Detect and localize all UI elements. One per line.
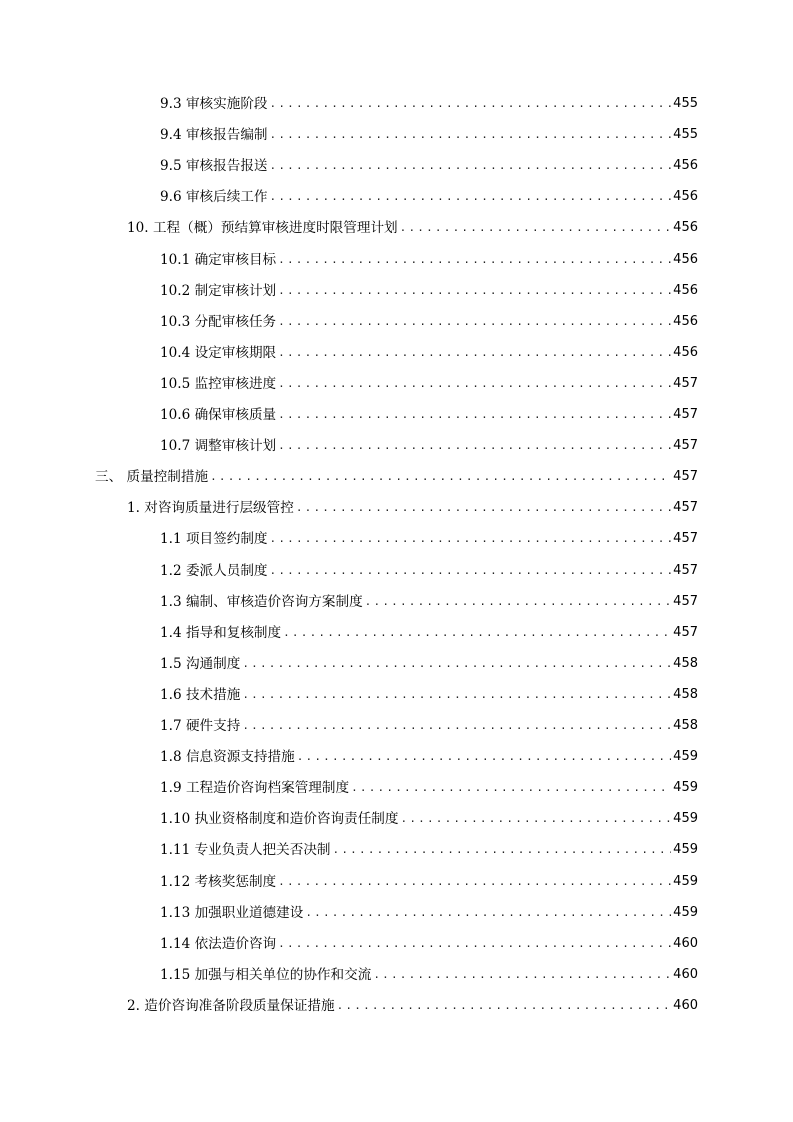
- toc-dot-leader: [242, 654, 671, 674]
- toc-dot-leader: [365, 592, 672, 612]
- toc-dot-leader: [270, 125, 672, 145]
- toc-entry[interactable]: [95, 463, 698, 487]
- toc-entry[interactable]: [160, 805, 698, 829]
- toc-dot-leader: [242, 716, 671, 736]
- toc-entry[interactable]: [160, 681, 698, 705]
- toc-dot-leader: [270, 561, 672, 581]
- toc-dot-leader: [278, 281, 671, 301]
- toc-dot-leader: [278, 436, 671, 456]
- toc-entry-title: 10.2 制定审核计划: [160, 282, 277, 299]
- toc-dot-leader: [373, 965, 671, 985]
- toc-page-number: 456: [673, 158, 698, 174]
- toc-entry[interactable]: [160, 152, 698, 176]
- toc-page-number: 459: [673, 842, 698, 858]
- toc-page-number: 457: [673, 407, 698, 422]
- toc-entry[interactable]: [160, 401, 698, 425]
- toc-entry-title: 2. 造价咨询准备阶段质量保证措施: [127, 997, 335, 1014]
- toc-entry[interactable]: [127, 992, 698, 1016]
- toc-dot-leader: [337, 996, 672, 1016]
- toc-entry[interactable]: [160, 121, 698, 145]
- toc-dot-leader: [401, 809, 672, 829]
- toc-page-number: 457: [673, 593, 698, 609]
- toc-dot-leader: [333, 840, 672, 860]
- toc-entry[interactable]: [160, 525, 698, 549]
- toc-entry[interactable]: [160, 588, 698, 612]
- toc-entry-title: 1.11 专业负责人把关否决制: [160, 842, 331, 859]
- toc-dot-leader: [270, 156, 672, 176]
- toc-entry-title: 10. 工程（概）预结算审核进度时限管理计划: [127, 220, 398, 237]
- toc-entry[interactable]: [160, 90, 698, 114]
- toc-page-number: 458: [673, 655, 698, 671]
- toc-page-number: 459: [673, 873, 698, 889]
- toc-entry-title: 三、 质量控制措施: [95, 469, 209, 486]
- toc-entry[interactable]: [160, 246, 698, 270]
- toc-entry[interactable]: [160, 619, 698, 643]
- toc-dot-leader: [278, 872, 671, 892]
- toc-entry[interactable]: [127, 214, 698, 238]
- toc-page-number: 457: [673, 562, 698, 578]
- toc-entry-title: 1. 对咨询质量进行层级管控: [127, 500, 294, 517]
- toc-dot-leader: [270, 94, 672, 114]
- toc-entry[interactable]: [127, 494, 698, 518]
- toc-entry-title: 1.14 依法造价咨询: [160, 935, 277, 952]
- toc-entry-title: 1.12 考核奖惩制度: [160, 873, 277, 890]
- toc-dot-leader: [297, 747, 671, 767]
- toc-dot-leader: [283, 623, 671, 643]
- toc-entry-title: 10.5 监控审核进度: [160, 375, 277, 392]
- toc-dot-leader: [278, 343, 671, 363]
- toc-dot-leader: [270, 187, 672, 207]
- toc-page-number: 458: [673, 686, 698, 702]
- toc-page-number: 455: [673, 127, 698, 143]
- toc-entry[interactable]: [160, 712, 698, 736]
- toc-dot-leader: [278, 405, 671, 425]
- toc-entry[interactable]: [160, 183, 698, 207]
- toc-entry[interactable]: [160, 743, 698, 767]
- toc-dot-leader: [270, 529, 672, 549]
- toc-entry-title: 1.8 信息资源支持措施: [160, 749, 295, 766]
- toc-page-number: 459: [673, 811, 698, 827]
- toc-entry-title: 9.3 审核实施阶段: [160, 96, 268, 112]
- toc-page-number: 456: [673, 251, 698, 267]
- toc-dot-leader: [242, 685, 671, 705]
- toc-entry[interactable]: [160, 930, 698, 954]
- toc-dot-leader: [278, 934, 671, 954]
- toc-entry[interactable]: [160, 899, 698, 923]
- toc-entry-title: 1.3 编制、审核造价咨询方案制度: [160, 593, 363, 610]
- toc-page-number: 456: [673, 282, 698, 298]
- toc-page-number: 456: [673, 189, 698, 205]
- toc-page-number: 460: [673, 966, 698, 982]
- toc-page-number: 457: [673, 624, 698, 640]
- toc-page-number: 457: [673, 500, 698, 516]
- toc-entry-title: 1.15 加强与相关单位的协作和交流: [160, 966, 372, 983]
- toc-entry-title: 1.13 加强职业道德建设: [160, 904, 304, 921]
- toc-page-number: 459: [673, 749, 698, 765]
- toc-entry[interactable]: [160, 370, 698, 394]
- toc-page-number: 456: [673, 344, 698, 360]
- toc-entry[interactable]: [160, 650, 698, 674]
- toc-page-number: 458: [673, 718, 698, 733]
- toc-entry[interactable]: [160, 961, 698, 985]
- toc-page-number: 460: [673, 997, 698, 1013]
- toc-entry-title: 10.7 调整审核计划: [160, 438, 277, 455]
- toc-page-number: 459: [673, 904, 698, 920]
- toc-entry[interactable]: [160, 557, 698, 581]
- toc-dot-leader: [305, 903, 671, 923]
- toc-entry-title: 1.6 技术措施: [160, 686, 241, 703]
- toc-page-number: 456: [673, 220, 698, 236]
- toc-entry[interactable]: [160, 868, 698, 892]
- toc-dot-leader: [400, 218, 672, 238]
- toc-entry[interactable]: [160, 308, 698, 332]
- toc-entry-title: 1.9 工程造价咨询档案管理制度: [160, 780, 350, 797]
- toc-entry-title: 10.3 分配审核任务: [160, 313, 277, 330]
- toc-entry-title: 1.4 指导和复核制度: [160, 624, 282, 641]
- toc-entry-title: 9.4 审核报告编制: [160, 127, 268, 144]
- toc-page-number: 457: [673, 469, 698, 485]
- toc-entry[interactable]: [160, 774, 698, 798]
- toc-dot-leader: [278, 374, 671, 394]
- toc-page-number: 457: [673, 375, 698, 391]
- toc-page-number: 456: [673, 313, 698, 329]
- toc-entry-title: 9.5 审核报告报送: [160, 158, 268, 175]
- toc-dot-leader: [351, 778, 671, 798]
- toc-page-number: 457: [673, 438, 698, 454]
- toc-dot-leader: [278, 312, 671, 332]
- toc-entry-title: 1.5 沟通制度: [160, 655, 241, 672]
- toc-entry-title: 1.2 委派人员制度: [160, 562, 268, 579]
- toc-entry[interactable]: [160, 339, 698, 363]
- toc-entry[interactable]: [160, 836, 698, 860]
- toc-dot-leader: [278, 250, 671, 270]
- toc-entry-title: 10.1 确定审核目标: [160, 251, 277, 268]
- toc-page-number: 460: [673, 935, 698, 951]
- toc-dot-leader: [210, 467, 671, 487]
- toc-entry-title: 10.4 设定审核期限: [160, 344, 277, 361]
- toc-page-number: 457: [673, 531, 698, 547]
- toc-page-number: 459: [673, 780, 698, 796]
- toc-entry-title: 1.1 项目签约制度: [160, 531, 268, 548]
- toc-entry-title: 10.6 确保审核质量: [160, 407, 277, 423]
- toc-entry[interactable]: [160, 277, 698, 301]
- toc-dot-leader: [296, 498, 671, 518]
- toc-entry-title: 1.7 硬件支持: [160, 718, 241, 734]
- toc-entry-title: 1.10 执业资格制度和造价咨询责任制度: [160, 811, 399, 828]
- toc-page-number: 455: [673, 96, 698, 111]
- toc-entry-title: 9.6 审核后续工作: [160, 189, 268, 206]
- toc-entry[interactable]: [160, 432, 698, 456]
